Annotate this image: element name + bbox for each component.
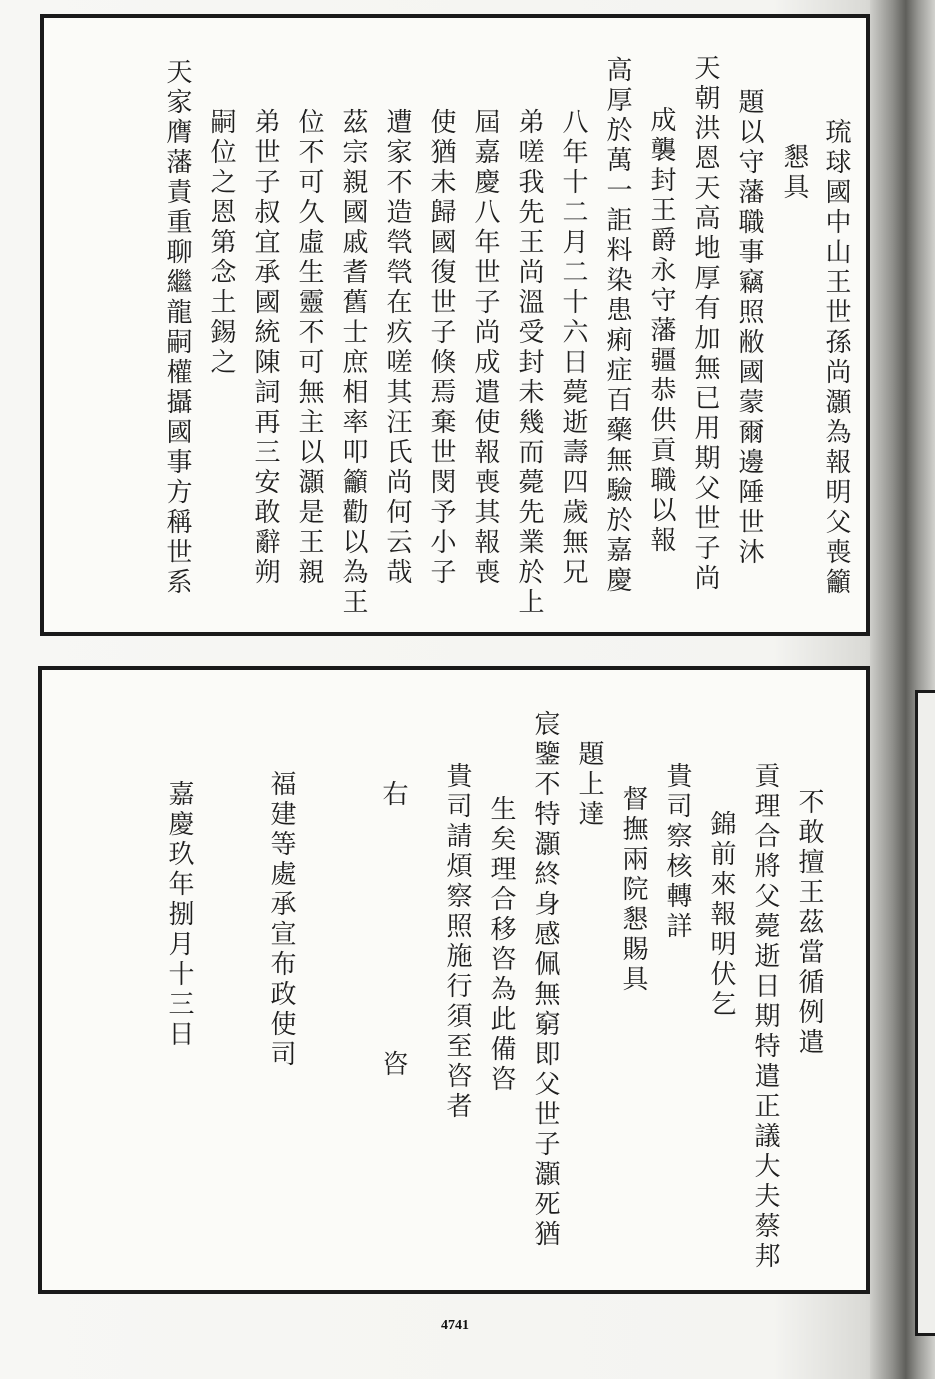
text-column: 宸鑒不特灝終身感佩無窮即父世子灝死猶 — [530, 710, 560, 1250]
text-column: 琉球國中山王世孫尚灝為報明父喪籲 — [821, 118, 851, 598]
text-column: 位不可久虛生靈不可無主以灝是王親 — [294, 108, 324, 588]
text-column: 福建等處承宣布政使司 — [266, 770, 296, 1070]
text-column: 題以守藩職事竊照敝國蒙爾邊陲世沐 — [734, 88, 764, 568]
date-column: 嘉慶玖年捌月十三日 — [164, 780, 194, 1050]
top-document-panel — [40, 14, 870, 636]
facing-page-edge — [915, 690, 935, 1336]
text-column: 懇具 — [779, 143, 809, 203]
text-column: 咨 — [378, 1050, 408, 1080]
text-column: 屆嘉慶八年世子尚成遣使報喪其報喪 — [470, 108, 500, 588]
text-column: 天家膺藩責重聊繼龍嗣權攝國事方稱世系 — [162, 58, 192, 598]
text-column: 遭家不造煢煢在疚嗟其汪氏尚何云哉 — [382, 108, 412, 588]
text-column: 天朝洪恩天高地厚有加無已用期父世子尚 — [690, 54, 720, 594]
text-column: 八年十二月二十六日薨逝壽四歲無兄 — [558, 108, 588, 588]
text-column: 生矣理合移咨為此備咨 — [486, 795, 516, 1095]
text-column: 使猶未歸國復世子倏焉棄世閔予小子 — [426, 108, 456, 588]
text-column: 成襲封王爵永守藩疆恭供貢職以報 — [646, 106, 676, 556]
text-column: 貴司請煩察照施行須至咨者 — [442, 762, 472, 1122]
text-column: 不敢擅王茲當循例遣 — [794, 788, 824, 1058]
text-column: 茲宗親國戚耆舊士庶相率叩籲勸以為王 — [338, 108, 368, 618]
text-column: 弟嗟我先王尚溫受封未幾而薨先業於上 — [514, 108, 544, 618]
bottom-document-panel — [38, 666, 870, 1294]
text-column: 嗣位之恩第念土錫之 — [206, 108, 236, 378]
text-column: 錦前來報明伏乞 — [706, 810, 736, 1020]
text-column: 督撫兩院懇賜具 — [618, 785, 648, 995]
text-column: 弟世子叔宜承國統陳詞再三安敢辭朔 — [250, 108, 280, 588]
text-column: 題上達 — [574, 740, 604, 830]
text-column: 右 — [378, 780, 408, 810]
text-column: 貢理合將父薨逝日期特遣正議大夫蔡邦 — [750, 762, 780, 1272]
page-number: 4741 — [441, 1318, 469, 1333]
text-column: 貴司察核轉詳 — [662, 762, 692, 942]
text-column: 高厚於萬一詎料染患痢症百藥無驗於嘉慶 — [602, 56, 632, 596]
